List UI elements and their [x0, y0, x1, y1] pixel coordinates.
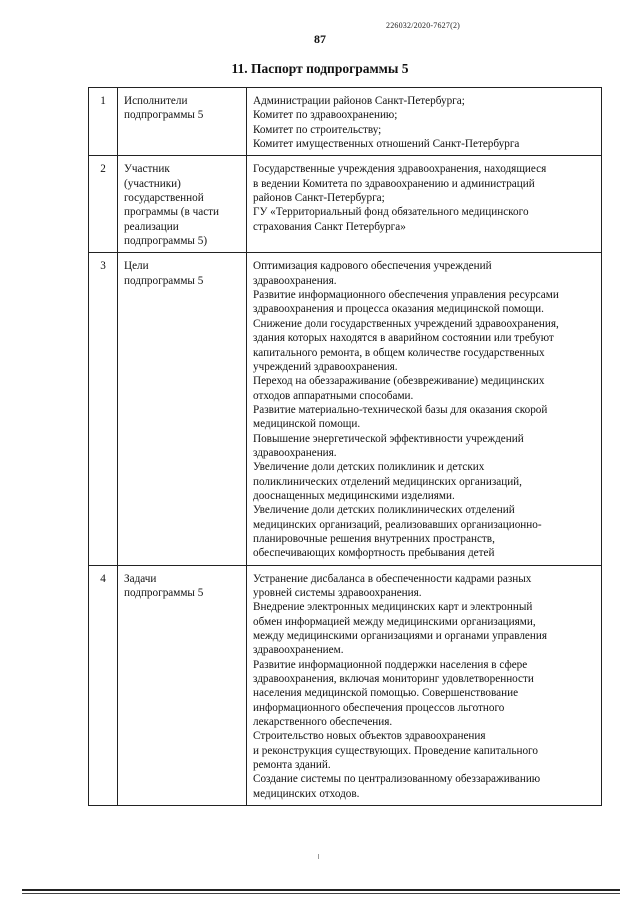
content-line: населения медицинской помощью. Совершенствование — [253, 687, 519, 700]
content-line: обмен информацией между медицинскими организациями, — [253, 615, 536, 628]
content-line: районов Санкт-Петербурга; — [253, 192, 385, 205]
content-line: учреждений здравоохранения. — [253, 360, 398, 373]
content-line: Оптимизация кадрового обеспечения учреждений — [253, 260, 492, 273]
content-line: поликлинических отделений медицинских организаций, — [253, 475, 522, 488]
label-line: подпрограммы 5 — [124, 587, 204, 599]
content-line: Администрации районов Санкт-Петербурга; — [253, 95, 465, 107]
row-content — [247, 565, 602, 806]
label-line: (участники) — [124, 177, 181, 190]
content-line: между медицинскими организациями и органами управления — [253, 630, 548, 643]
content-line: Снижение доли государственных учреждений здравоохранения, — [253, 317, 559, 330]
content-line: Внедрение электронных медицинских карт и электронный — [253, 601, 533, 614]
content-line: Увеличение доли детских поликлинических отделений — [253, 504, 515, 517]
row-number: 2 — [89, 156, 118, 253]
row-content — [247, 88, 602, 156]
content-line: Развитие информационного обеспечения управления ресурсами — [253, 289, 559, 302]
page-title: 11. Паспорт подпрограммы 5 — [231, 61, 409, 76]
passport-table — [88, 87, 602, 806]
content-line: Государственные учреждения здравоохранения, находящиеся — [253, 163, 547, 176]
content-line: Переход на обеззараживание (обезвреживание) медицинских — [253, 375, 545, 388]
content-line: медицинской помощи. — [253, 418, 361, 431]
content-line: Повышение энергетической эффективности учреждений — [253, 432, 524, 445]
content-line: Развитие материально-технической базы для оказания скорой — [253, 403, 548, 416]
label-line: Цели — [124, 260, 149, 273]
content-line: Увеличение доли детских поликлиник и детских — [253, 461, 485, 474]
label-line: государственной — [124, 192, 204, 205]
table-row — [89, 565, 602, 806]
content-line: здравоохранения, включая мониторинг удовлетворенности — [253, 673, 534, 686]
content-line: дооснащенных медицинскими изделиями. — [253, 489, 455, 502]
label-line: программы (в части — [124, 206, 220, 219]
label-line: подпрограммы 5 — [124, 109, 204, 122]
row-number: 4 — [89, 565, 118, 806]
content-line: уровней системы здравоохранения. — [253, 587, 422, 599]
table-row — [89, 253, 602, 565]
row-label — [118, 88, 247, 156]
content-line: здравоохранения и процесса оказания медицинской помощи. — [253, 303, 544, 316]
page-number: 87 — [314, 32, 326, 46]
row-label — [118, 565, 247, 806]
label-line: Участник — [124, 163, 170, 176]
row-content — [247, 253, 602, 565]
table-row — [89, 88, 602, 156]
content-line: ГУ «Территориальный фонд обязательного медицинского — [253, 206, 529, 219]
row-label — [118, 253, 247, 565]
label-line: Исполнители — [124, 95, 188, 107]
content-line: ремонта зданий. — [253, 759, 331, 772]
content-line: Комитет по строительству; — [253, 123, 382, 136]
row-number: 3 — [89, 253, 118, 565]
content-line: обеспечивающих комфортность пребывания детей — [253, 547, 495, 560]
content-line: Устранение дисбаланса в обеспеченности кадрами разных — [253, 572, 532, 585]
content-line: медицинских отходов. — [253, 787, 360, 800]
content-line: отходов аппаратными способами. — [253, 389, 414, 402]
row-label — [118, 156, 247, 253]
content-line: и реконструкция существующих. Проведение капитального — [253, 744, 538, 757]
content-line: страхования Санкт Петербурга» — [253, 220, 406, 233]
content-line: информационного обеспечения процессов льготного — [253, 701, 505, 714]
footer-rule-thin — [22, 893, 620, 894]
content-line: Комитет по здравоохранению; — [253, 109, 398, 122]
content-line: здравоохранения. — [253, 274, 337, 287]
content-line: Создание системы по централизованному обеззараживанию — [253, 773, 541, 786]
label-line: подпрограммы 5 — [124, 274, 204, 287]
content-line: Развитие информационной поддержки населения в сфере — [253, 658, 528, 671]
content-line: здравоохранения. — [253, 446, 337, 459]
row-number: 1 — [89, 88, 118, 156]
row-content — [247, 156, 602, 253]
content-line: медицинских организаций, реализовавших организационно- — [253, 518, 542, 531]
content-line: здания которых находятся в аварийном состоянии или требуют — [253, 332, 554, 345]
footer-rule-thick — [22, 889, 620, 891]
label-line: подпрограммы 5) — [124, 235, 208, 248]
content-line: капитального ремонта, в общем количестве государственных — [253, 346, 545, 359]
label-line: реализации — [124, 220, 179, 233]
document-id: 226032/2020-7627(2) — [386, 21, 461, 30]
scan-mark — [318, 854, 319, 859]
label-line: Задачи — [124, 572, 157, 585]
table-row — [89, 156, 602, 253]
content-line: в ведении Комитета по здравоохранению и администраций — [253, 177, 535, 190]
content-line: планировочные решения внутренних пространств, — [253, 532, 495, 545]
content-line: Строительство новых объектов здравоохранения — [253, 730, 486, 743]
content-line: Комитет имущественных отношений Санкт-Петербурга — [253, 138, 520, 151]
content-line: лекарственного обеспечения. — [253, 716, 393, 729]
content-line: здравоохранением. — [253, 644, 344, 657]
